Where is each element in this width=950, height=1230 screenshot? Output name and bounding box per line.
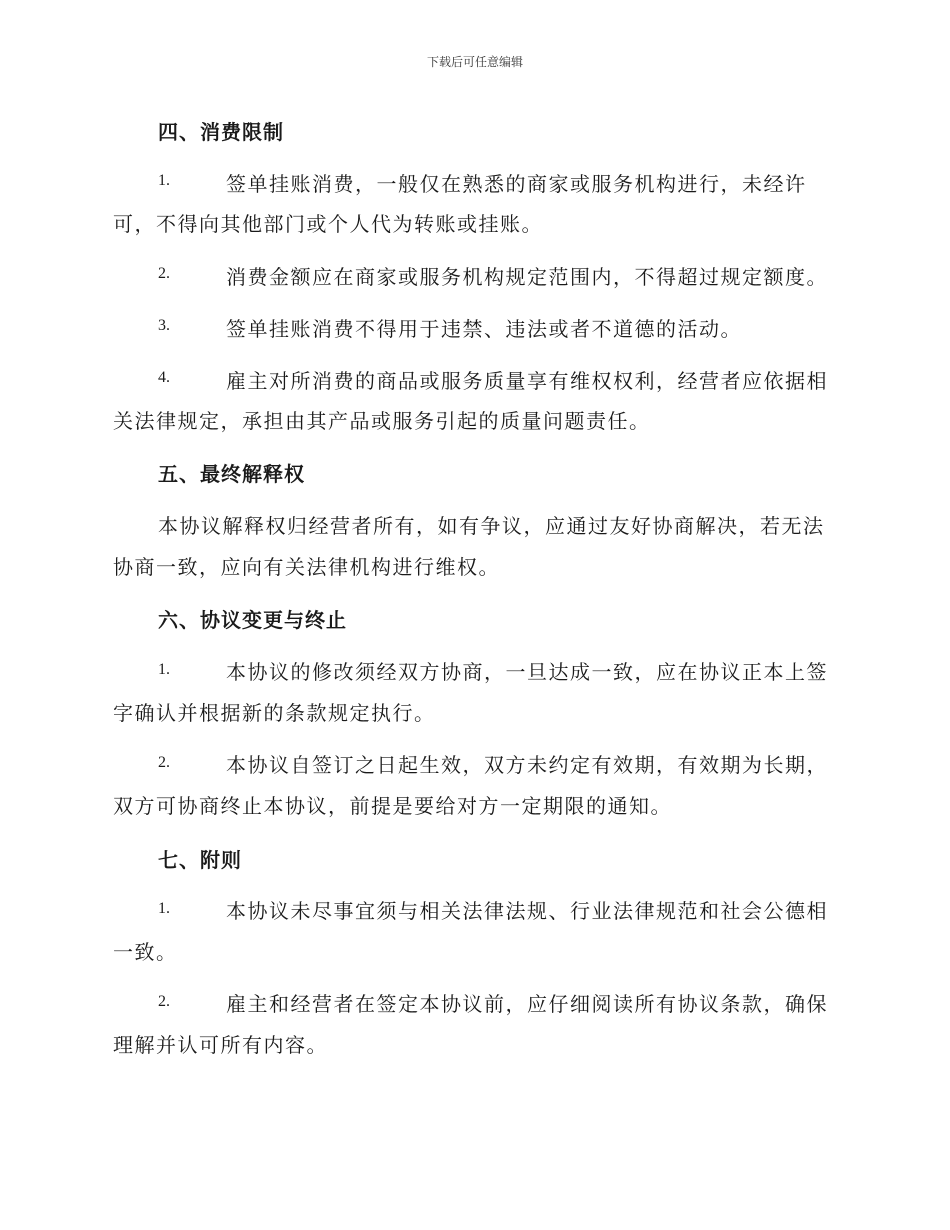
item-number: 1. <box>158 172 170 189</box>
page-header: 下载后可任意编辑 <box>426 55 523 69</box>
item-number: 2. <box>158 754 170 771</box>
item-number: 1. <box>158 661 170 678</box>
item-text-line: 关法律规定，承担由其产品或服务引起的质量问题责任。 <box>113 409 651 433</box>
item-text-line: 一致。 <box>113 940 178 964</box>
section-heading-5: 五、最终解释权 <box>158 462 305 486</box>
item-number: 1. <box>158 900 170 917</box>
item-text-line: 签单挂账消费，一般仅在熟悉的商家或服务机构进行，未经许 <box>226 172 807 196</box>
item-text-line: 字确认并根据新的条款规定执行。 <box>113 701 436 725</box>
paragraph-line: 本协议解释权归经营者所有，如有争议，应通过友好协商解决，若无法 <box>158 514 825 538</box>
item-text-line: 本协议的修改须经双方协商，一旦达成一致，应在协议正本上签 <box>226 660 828 684</box>
section-heading-7: 七、附则 <box>158 848 242 872</box>
item-text-line: 雇主和经营者在签定本协议前，应仔细阅读所有协议条款，确保 <box>226 992 828 1016</box>
section-heading-4: 四、消费限制 <box>158 120 284 144</box>
item-number: 2. <box>158 265 170 282</box>
item-text-line: 本协议自签订之日起生效，双方未约定有效期，有效期为长期， <box>226 753 828 777</box>
section-heading-6: 六、协议变更与终止 <box>158 608 347 632</box>
item-text-line: 双方可协商终止本协议，前提是要给对方一定期限的通知。 <box>113 794 672 818</box>
item-number: 3. <box>158 317 170 334</box>
item-text-line: 理解并认可所有内容。 <box>113 1033 328 1057</box>
item-text-line: 本协议未尽事宜须与相关法律法规、行业法律规范和社会公德相 <box>226 899 828 923</box>
item-text-line: 签单挂账消费不得用于违禁、违法或者不道德的活动。 <box>226 317 742 341</box>
item-number: 2. <box>158 993 170 1010</box>
item-number: 4. <box>158 369 170 386</box>
item-text-line: 消费金额应在商家或服务机构规定范围内，不得超过规定额度。 <box>226 265 828 289</box>
item-text-line: 可，不得向其他部门或个人代为转账或挂账。 <box>113 212 543 236</box>
paragraph-line: 协商一致，应向有关法律机构进行维权。 <box>113 555 500 579</box>
item-text-line: 雇主对所消费的商品或服务质量享有维权权利，经营者应依据相 <box>226 369 828 393</box>
